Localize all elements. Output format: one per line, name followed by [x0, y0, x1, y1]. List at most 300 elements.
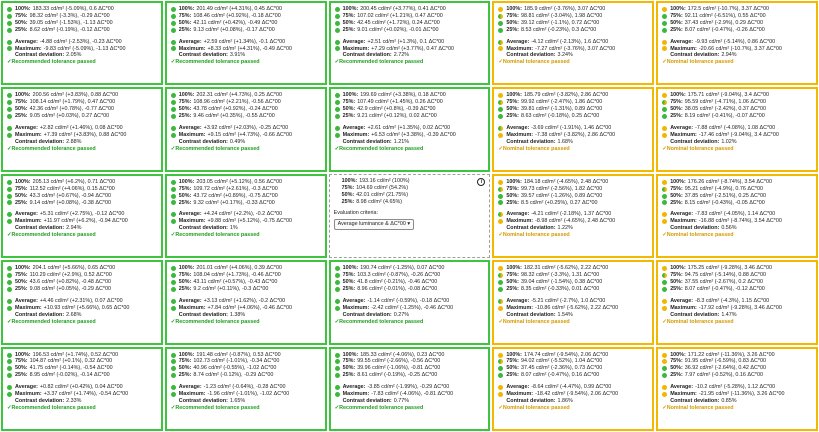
status-dot-icon [498, 299, 503, 304]
reference-l25 [334, 199, 486, 206]
contrast-label: Contrast deviation: [342, 398, 392, 404]
patch-maximum [7, 391, 157, 398]
50-label: 50%: [178, 19, 192, 26]
75-label: 75%: [342, 272, 356, 279]
100-value: 174.74 cd/m² (-9.54%), 2.06 ΔC*00 [523, 351, 609, 358]
75-value: 94.75 cd/m² (-5.14%), 0.88 ΔC*00 [684, 272, 766, 279]
maximum-value: -18.42 cd/m² (-9.54%), 2.06 ΔC*00 [535, 391, 619, 398]
status-dot-icon [7, 212, 12, 217]
check-icon: ✓ [170, 59, 176, 66]
status-dot-icon [7, 40, 12, 45]
check-icon: ✓ [7, 59, 12, 66]
patch-average [498, 298, 648, 305]
25-label: 25%: [670, 199, 683, 206]
tolerance-status [498, 59, 648, 66]
patch-75 [7, 186, 157, 193]
status-dot-icon [7, 266, 12, 271]
tolerance-text: Recommended tolerance passed [11, 59, 96, 66]
patch-average [7, 298, 157, 305]
patch-50 [662, 106, 812, 113]
contrast-label: Contrast deviation: [506, 398, 556, 404]
status-dot-icon [662, 114, 667, 119]
status-dot-icon [171, 100, 176, 105]
patch-50 [171, 20, 321, 27]
50-value: 42.45 cd/m² (+1.72%), 0.24 ΔC*00 [357, 19, 440, 26]
maximum-value: -20.66 cd/m² (-10.7%), 3.37 ΔC*00 [698, 45, 782, 52]
average-value: -10.2 cd/m² (-5.28%), 1.12 ΔC*00 [695, 384, 776, 391]
tolerance-status [662, 146, 812, 153]
maximum-label: Maximum: [342, 131, 370, 138]
patch-25 [662, 27, 812, 34]
patch-maximum [7, 132, 157, 139]
patch-average [171, 211, 321, 218]
patch-maximum [662, 218, 812, 225]
status-dot-icon [662, 126, 667, 131]
50-label: 50%: [670, 365, 683, 372]
patch-25 [335, 27, 485, 34]
uniformity-cell [165, 87, 327, 171]
average-value: -4.88 cd/m² (-2.53%), -0.23 ΔC*00 [39, 38, 122, 45]
patch-75 [171, 99, 321, 106]
status-dot-icon [335, 273, 340, 278]
patch-75 [498, 99, 648, 106]
patch-average [662, 211, 812, 218]
status-dot-icon [335, 21, 340, 26]
check-icon: ✓ [7, 145, 12, 152]
patch-25 [498, 286, 648, 293]
status-dot-icon [498, 359, 503, 364]
check-icon: ✓ [7, 232, 12, 239]
patch-100 [171, 265, 321, 272]
average-value: +3.92 cd/m² (+2.03%), -0.25 ΔC*00 [203, 125, 289, 132]
75-value: 108.04 cd/m² (+1.73%), -0.46 ΔC*00 [193, 272, 281, 279]
25-label: 25%: [506, 26, 519, 33]
tolerance-text: Nominal tolerance passed [502, 59, 570, 66]
average-value: +2.82 cd/m² (+1.46%), 0.08 ΔC*00 [39, 125, 123, 132]
contrast-label: Contrast deviation: [15, 138, 65, 145]
maximum-value: -7.83 cd/m² (-4.06%), -0.81 ΔC*00 [371, 391, 454, 398]
average-value: +5.31 cd/m² (+2.75%), -0.12 ΔC*00 [39, 211, 125, 218]
25-value: 9.13 cd/m² (+0.08%), -0.17 ΔC*00 [193, 26, 275, 33]
contrast-label: Contrast deviation: [506, 52, 556, 59]
maximum-value: -8.98 cd/m² (-4.65%), 2.48 ΔC*00 [535, 218, 616, 225]
patch-average [498, 125, 648, 132]
25-label: 25%: [15, 285, 28, 292]
contrast-deviation [498, 52, 648, 59]
status-dot-icon [7, 28, 12, 33]
tolerance-status [7, 232, 157, 239]
status-dot-icon [662, 107, 667, 112]
patch-average [171, 125, 321, 132]
uniformity-cell [656, 87, 818, 171]
contrast-deviation [498, 225, 648, 232]
50-value: 37.45 cd/m² (-2.36%), 0.73 ΔC*00 [520, 365, 603, 372]
patch-25 [7, 286, 157, 293]
tolerance-status [498, 405, 648, 412]
50-value: 37.85 cd/m² (-2.51%), 0.25 ΔC*00 [684, 192, 766, 199]
maximum-label: Maximum: [342, 304, 370, 311]
status-dot-icon [662, 212, 667, 217]
25-value: 9.2 cd/m² (+0.11%), -0.3 ΔC*00 [193, 285, 269, 292]
25-value: 9.32 cd/m² (+0.17%), -0.33 ΔC*00 [193, 199, 275, 206]
100-value: 196.53 cd/m² (+1.74%), 0.52 ΔC*00 [32, 351, 119, 358]
patch-100 [7, 352, 157, 359]
100-label: 100%: [15, 92, 31, 99]
average-value: +2.61 cd/m² (+1.35%), 0.02 ΔC*00 [367, 125, 451, 132]
75-value: 99.92 cd/m² (-2.47%), 1.86 ΔC*00 [520, 99, 603, 106]
patch-75 [7, 99, 157, 106]
patch-25 [662, 372, 812, 379]
status-dot-icon [171, 200, 176, 205]
75-value: 108.96 cd/m² (+2.21%), -0.56 ΔC*00 [193, 99, 281, 106]
50-value: 43.6 cd/m² (+0.82%), -0.48 ΔC*00 [29, 278, 111, 285]
75-label: 75%: [506, 358, 519, 365]
contrast-label: Contrast deviation: [178, 225, 228, 232]
patch-50 [335, 365, 485, 372]
patch-maximum [335, 391, 485, 398]
100-value: 185.79 cd/m² (-3.82%), 2.86 ΔC*00 [523, 92, 609, 99]
status-dot-icon [7, 21, 12, 26]
status-dot-icon [662, 14, 667, 19]
75-label: 75%: [15, 358, 28, 365]
contrast-label: Contrast deviation: [342, 52, 392, 59]
contrast-value: 2.68% [66, 311, 82, 318]
status-dot-icon [335, 28, 340, 33]
25-label: 25%: [15, 199, 28, 206]
patch-50 [662, 365, 812, 372]
average-label: Average: [670, 125, 694, 132]
status-dot-icon [171, 306, 176, 311]
status-dot-icon [498, 353, 503, 358]
average-label: Average: [506, 211, 530, 218]
patch-50 [171, 106, 321, 113]
status-dot-icon [171, 366, 176, 371]
status-dot-icon [335, 114, 340, 119]
status-dot-icon [171, 187, 176, 192]
100-label: 100%: [670, 6, 686, 12]
status-dot-icon [171, 299, 176, 304]
average-value: -1.14 cd/m² (-0.59%), -0.18 ΔC*00 [367, 297, 450, 304]
25-label: 25%: [178, 199, 192, 206]
tolerance-text: Recommended tolerance passed [175, 145, 260, 152]
status-dot-icon [498, 126, 503, 131]
maximum-label: Maximum: [178, 218, 206, 225]
75-label: 75%: [670, 99, 683, 106]
100-value: 201.49 cd/m² (+4.31%), 0.45 ΔC*00 [196, 6, 282, 12]
status-dot-icon [7, 273, 12, 278]
patch-75 [662, 99, 812, 106]
contrast-label: Contrast deviation: [506, 138, 556, 145]
status-dot-icon [7, 359, 12, 364]
average-value: -1.23 cd/m² (-0.64%), -0.28 ΔC*00 [203, 384, 286, 391]
tolerance-status [171, 319, 321, 326]
patch-25 [171, 200, 321, 207]
status-dot-icon [498, 133, 503, 138]
75-value: 94.02 cd/m² (-5.52%), 1.04 ΔC*00 [520, 358, 603, 365]
check-icon: ✓ [170, 404, 176, 411]
contrast-deviation [335, 139, 485, 146]
maximum-value: -16.88 cd/m² (-8.74%), 3.54 ΔC*00 [698, 218, 782, 225]
status-dot-icon [7, 114, 12, 119]
50-value: 39.05 cd/m² (-1.53%), -1.13 ΔC*00 [29, 19, 113, 26]
maximum-value: -17.92 cd/m² (-9.28%), 3.46 ΔC*00 [698, 304, 782, 311]
maximum-value: -10.86 cd/m² (-5.62%), 2.22 ΔC*00 [535, 304, 619, 311]
status-dot-icon [7, 392, 12, 397]
uniformity-cell [329, 347, 491, 431]
75-label: 75%: [506, 12, 519, 19]
status-dot-icon [7, 126, 12, 131]
75-label: 75%: [342, 12, 356, 19]
status-dot-icon [498, 107, 503, 112]
status-dot-icon [662, 180, 667, 185]
patch-25 [498, 113, 648, 120]
contrast-deviation [7, 312, 157, 319]
uniformity-cell [1, 347, 163, 431]
status-dot-icon [171, 14, 176, 19]
evaluation-criteria-value: Average luminance & ΔC*00 [337, 221, 406, 228]
75-label: 75%: [506, 272, 519, 279]
uniformity-cell [1, 260, 163, 344]
100-label: 100%: [670, 178, 686, 185]
status-dot-icon [7, 287, 12, 292]
maximum-label: Maximum: [506, 304, 534, 311]
patch-50 [335, 279, 485, 286]
status-dot-icon [335, 366, 340, 371]
status-dot-icon [171, 107, 176, 112]
100-value: 200.45 cd/m² (+3.77%), 0.41 ΔC*00 [360, 6, 446, 12]
check-icon: ✓ [662, 318, 667, 325]
average-label: Average: [670, 384, 694, 391]
patch-75 [171, 358, 321, 365]
status-dot-icon [335, 392, 340, 397]
75-label: 75%: [15, 185, 28, 192]
status-dot-icon [335, 306, 340, 311]
maximum-value: -17.46 cd/m² (-9.04%), 3.4 ΔC*00 [698, 131, 779, 138]
status-dot-icon [498, 219, 503, 224]
status-dot-icon [662, 187, 667, 192]
75-value: 98.32 cd/m² (-3.3%), -0.29 ΔC*00 [29, 12, 110, 19]
100-label: 100%: [178, 92, 195, 99]
check-icon: ✓ [498, 59, 503, 66]
tolerance-text: Recommended tolerance passed [11, 404, 96, 411]
25-label: 25%: [178, 372, 192, 379]
chevron-down-icon: ▾ [405, 221, 411, 228]
info-icon[interactable]: i [477, 178, 485, 186]
evaluation-criteria-select[interactable] [334, 219, 414, 230]
patch-average [335, 384, 485, 391]
average-label: Average: [342, 384, 366, 391]
patch-maximum [498, 46, 648, 53]
patch-100 [171, 92, 321, 99]
average-label: Average: [15, 384, 38, 391]
status-dot-icon [7, 46, 12, 51]
status-dot-icon [7, 7, 12, 12]
contrast-deviation [171, 398, 321, 405]
patch-average [498, 384, 648, 391]
status-dot-icon [498, 200, 503, 205]
uniformity-cell [165, 1, 327, 85]
50-label: 50%: [342, 106, 356, 113]
status-dot-icon [171, 219, 176, 224]
patch-75 [662, 13, 812, 20]
100-label: 100%: [342, 6, 359, 12]
average-label: Average: [506, 125, 530, 132]
status-dot-icon [335, 14, 340, 19]
patch-50 [171, 279, 321, 286]
50-label: 50%: [342, 278, 356, 285]
50-value: 43.78 cd/m² (+0.92%), -0.24 ΔC*00 [193, 106, 278, 113]
contrast-label: Contrast deviation: [15, 311, 65, 318]
contrast-label: Contrast deviation: [670, 138, 720, 145]
patch-25 [7, 372, 157, 379]
25-label: 25%: [15, 26, 28, 33]
25-label: 25%: [178, 285, 192, 292]
maximum-value: -7.27 cd/m² (-3.76%), 3.07 ΔC*00 [535, 45, 616, 52]
check-icon: ✓ [7, 404, 12, 411]
contrast-value: 1.22% [557, 225, 573, 232]
status-dot-icon [7, 385, 12, 390]
75-label: 75%: [506, 185, 519, 192]
status-dot-icon [171, 287, 176, 292]
25-value: 9.14 cd/m² (+0.08%), -0.38 ΔC*00 [29, 199, 111, 206]
maximum-value: +7.84 cd/m² (+4.06%), -0.46 ΔC*00 [207, 304, 292, 311]
status-dot-icon [7, 187, 12, 192]
uniformity-cell [492, 1, 654, 85]
100-value: 205.13 cd/m² (+6.2%), 0.71 ΔC*00 [32, 178, 116, 185]
patch-100 [7, 92, 157, 99]
patch-75 [662, 272, 812, 279]
25-label: 25%: [670, 372, 683, 379]
patch-maximum [171, 46, 321, 53]
status-dot-icon [171, 392, 176, 397]
average-value: -3.85 cd/m² (-1.99%), -0.29 ΔC*00 [367, 384, 450, 391]
75-label: 75%: [670, 12, 683, 19]
contrast-label: Contrast deviation: [670, 225, 720, 232]
50-value: 42.36 cd/m² (+0.78%), -0.77 ΔC*00 [29, 106, 114, 113]
100-value: 204.1 cd/m² (+5.66%), 0.65 ΔC*00 [32, 265, 116, 272]
contrast-value: 1.38% [229, 311, 246, 318]
contrast-deviation [7, 139, 157, 146]
status-dot-icon [662, 385, 667, 390]
contrast-value: 0.49% [229, 138, 246, 145]
contrast-value: 2.94% [66, 225, 82, 232]
contrast-label: Contrast deviation: [506, 225, 556, 232]
status-dot-icon [662, 306, 667, 311]
patch-maximum [7, 46, 157, 53]
patch-100 [498, 92, 648, 99]
75-value: 102.73 cd/m² (-1.01%), -0.34 ΔC*00 [193, 358, 280, 365]
patch-maximum [662, 391, 812, 398]
maximum-value: +9.88 cd/m² (+5.12%), -0.75 ΔC*00 [207, 218, 292, 225]
patch-25 [335, 113, 485, 120]
status-dot-icon [498, 46, 503, 51]
patch-maximum [171, 391, 321, 398]
patch-average [7, 39, 157, 46]
contrast-value: 1.21% [393, 138, 410, 145]
average-label: Average: [15, 211, 38, 218]
patch-50 [7, 193, 157, 200]
patch-75 [335, 358, 485, 365]
100-value: 202.31 cd/m² (+4.73%), 0.25 ΔC*00 [196, 92, 282, 99]
tolerance-status [7, 319, 157, 326]
average-value: -4.21 cd/m² (-2.18%), 1.37 ΔC*00 [531, 211, 612, 218]
patch-maximum [335, 46, 485, 53]
average-label: Average: [342, 125, 366, 132]
100-label: 100%: [342, 92, 359, 99]
check-icon: ✓ [498, 404, 503, 411]
patch-average [171, 384, 321, 391]
tolerance-status [498, 232, 648, 239]
patch-50 [7, 106, 157, 113]
patch-average [662, 298, 812, 305]
check-icon: ✓ [662, 404, 667, 411]
tolerance-status [335, 405, 485, 412]
25-value: 8.07 cd/m² (-0.47%), -0.26 ΔC*00 [684, 26, 765, 33]
patch-25 [171, 286, 321, 293]
maximum-label: Maximum: [15, 131, 42, 138]
patch-100 [335, 265, 485, 272]
maximum-value: +10.93 cd/m² (+5.66%), 0.65 ΔC*00 [43, 304, 130, 311]
100-label: 100%: [178, 178, 195, 185]
contrast-value: 3.91% [229, 52, 246, 59]
contrast-deviation [171, 225, 321, 232]
patch-maximum [498, 391, 648, 398]
average-value: -8.64 cd/m² (-4.47%), 0.99 ΔC*00 [531, 384, 612, 391]
patch-50 [498, 193, 648, 200]
maximum-value: +6.53 cd/m² (+3.38%), -0.39 ΔC*00 [371, 131, 456, 138]
contrast-label: Contrast deviation: [506, 311, 556, 318]
75-label: 75%: [670, 272, 683, 279]
75-value: 108.46 cd/m² (+0.92%), -0.18 ΔC*00 [193, 12, 281, 19]
uniformity-cell [329, 260, 491, 344]
status-dot-icon [498, 392, 503, 397]
contrast-label: Contrast deviation: [342, 138, 392, 145]
25-value: 8.5 cd/m² (+0.25%), 0.27 ΔC*00 [520, 199, 598, 206]
contrast-label: Contrast deviation: [178, 52, 228, 59]
status-dot-icon [171, 280, 176, 285]
50-value: 40.96 cd/m² (-0.55%), -1.02 ΔC*00 [193, 365, 277, 372]
tolerance-text: Nominal tolerance passed [502, 145, 570, 152]
status-dot-icon [171, 373, 176, 378]
reference-l100 [334, 178, 486, 185]
50-value: 37.55 cd/m² (-2.67%), 0.2 ΔC*00 [684, 278, 763, 285]
100-label: 100%: [178, 265, 195, 272]
50-value: 42.9 cd/m² (+0.8%), -0.39 ΔC*00 [357, 106, 436, 113]
25-value: 8.96 cd/m² (-0.01%), -0.08 ΔC*00 [357, 285, 438, 292]
contrast-label: Contrast deviation: [15, 225, 65, 232]
25-value: 8.19 cd/m² (-0.41%), -0.07 ΔC*00 [684, 113, 765, 120]
patch-25 [662, 286, 812, 293]
status-dot-icon [498, 100, 503, 105]
maximum-label: Maximum: [178, 45, 206, 52]
uniformity-cell [1, 1, 163, 85]
status-dot-icon [662, 287, 667, 292]
check-icon: ✓ [498, 145, 503, 152]
tolerance-text: Recommended tolerance passed [175, 232, 260, 239]
l75-label: 75%: [341, 184, 355, 191]
patch-75 [662, 186, 812, 193]
status-dot-icon [7, 93, 12, 98]
status-dot-icon [335, 126, 340, 131]
100-label: 100%: [670, 351, 686, 358]
average-label: Average: [506, 384, 530, 391]
patch-25 [662, 200, 812, 207]
25-value: 9.01 cd/m² (+0.02%), -0.01 ΔC*00 [357, 26, 439, 33]
patch-50 [662, 193, 812, 200]
contrast-deviation [662, 398, 812, 405]
100-value: 184.18 cd/m² (-4.65%), 2.48 ΔC*00 [523, 178, 609, 185]
average-value: +0.82 cd/m² (+0.42%), 0.04 ΔC*00 [39, 384, 123, 391]
